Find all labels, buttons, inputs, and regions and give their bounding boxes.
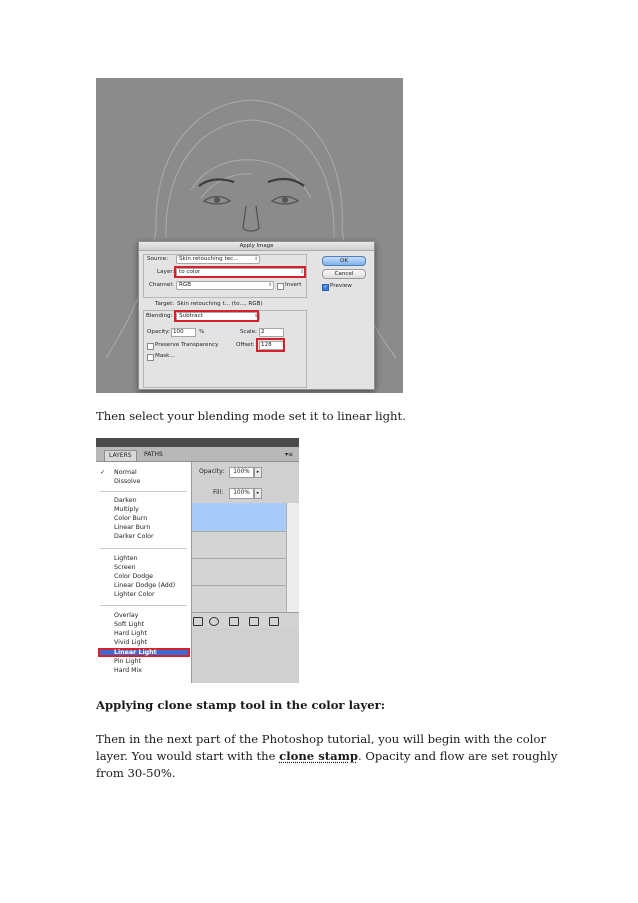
channel-select[interactable] — [176, 281, 274, 290]
tab-layers[interactable]: LAYERS — [104, 450, 137, 461]
dialog-title: Apply Image — [139, 242, 374, 251]
apply-image-dialog — [138, 241, 375, 390]
opacity-input[interactable]: 100 — [171, 328, 196, 337]
blending-label: Blending: — [146, 313, 173, 319]
target-label: Target: — [155, 301, 175, 307]
blending-value: Subtract — [179, 313, 203, 319]
menu-item-dissolve[interactable]: Dissolve — [114, 478, 141, 485]
layer-highlight — [174, 266, 306, 278]
channel-label: Channel: — [149, 282, 174, 288]
fill-stepper[interactable]: ▸ — [254, 488, 262, 499]
select-arrows-icon: ⇕ — [254, 314, 258, 319]
preserve-transparency-label: Preserve Transparency — [155, 342, 219, 348]
menu-item-color-burn[interactable]: Color Burn — [114, 515, 148, 522]
clone-stamp-link[interactable]: clone stamp — [279, 749, 358, 763]
menu-separator — [100, 491, 187, 492]
layer-row-selected[interactable] — [179, 503, 287, 532]
layer-row[interactable] — [179, 532, 287, 559]
preserve-transparency-checkbox[interactable] — [147, 343, 154, 350]
menu-item-color-dodge[interactable]: Color Dodge — [114, 573, 154, 580]
paragraph-text: layer. You would start with the — [96, 749, 280, 763]
opacity-label: Opacity: — [199, 468, 225, 475]
select-arrows-icon: ⇕ — [254, 257, 258, 262]
folder-icon[interactable] — [229, 617, 239, 626]
menu-separator — [100, 605, 187, 606]
preview-checkbox[interactable]: ✓ — [323, 284, 328, 290]
blending-highlight — [174, 310, 259, 322]
new-layer-icon[interactable] — [249, 617, 259, 626]
layers-panel-screenshot — [96, 438, 299, 683]
channel-value: RGB — [179, 282, 192, 288]
menu-item-overlay[interactable]: Overlay — [114, 612, 139, 619]
opacity-label: Opacity: — [147, 329, 170, 335]
offset-highlight — [256, 338, 285, 352]
caption-blending-mode: Then select your blending mode set it to linear light. — [96, 409, 406, 423]
menu-item-lighten[interactable]: Lighten — [114, 555, 138, 562]
invert-label: Invert — [285, 282, 302, 288]
layer-row[interactable] — [179, 559, 287, 586]
offset-label: Offset: — [236, 342, 255, 348]
layers-tab-bar — [96, 447, 299, 462]
panel-top-bar — [96, 438, 299, 447]
invert-checkbox[interactable] — [277, 283, 284, 290]
paragraph-line-2 — [96, 748, 557, 765]
adjustment-layer-icon[interactable] — [209, 617, 219, 626]
source-label: Source: — [147, 256, 169, 262]
opacity-unit: % — [199, 329, 205, 335]
cancel-button[interactable]: Cancel — [322, 269, 366, 279]
trash-icon[interactable] — [269, 617, 279, 626]
checkmark-icon: ✓ — [100, 469, 106, 476]
menu-separator — [100, 548, 187, 549]
select-arrows-icon: ⇕ — [300, 270, 304, 275]
paragraph-line-1: Then in the next part of the Photoshop tutorial, you will begin with the color — [96, 732, 546, 746]
menu-item-hard-light[interactable]: Hard Light — [114, 630, 147, 637]
menu-item-linear-burn[interactable]: Linear Burn — [114, 524, 151, 531]
menu-item-screen[interactable]: Screen — [114, 564, 136, 571]
source-value: Skin retouching tec... — [179, 256, 239, 262]
paragraph-text: . Opacity and flow are set roughly — [357, 749, 558, 763]
opacity-stepper[interactable]: ▸ — [254, 467, 262, 478]
scale-label: Scale: — [240, 329, 257, 335]
menu-item-vivid-light[interactable]: Vivid Light — [114, 639, 148, 646]
select-arrows-icon: ⇕ — [268, 283, 272, 288]
tab-paths[interactable]: PATHS — [144, 451, 163, 458]
blend-mode-menu — [96, 462, 192, 683]
preview-label: Preview — [330, 283, 352, 289]
link-layers-icon[interactable] — [193, 617, 203, 626]
layers-footer-toolbar — [179, 612, 299, 628]
menu-item-hard-mix[interactable]: Hard Mix — [114, 667, 142, 674]
fill-field[interactable]: 100% — [229, 488, 254, 499]
menu-item-darken[interactable]: Darken — [114, 497, 137, 504]
layer-label: Layer: — [157, 269, 175, 275]
menu-item-lighter-color[interactable]: Lighter Color — [114, 591, 155, 598]
menu-item-soft-light[interactable]: Soft Light — [114, 621, 145, 628]
paragraph-line-3: from 30-50%. — [96, 766, 176, 780]
target-value: Skin retouching t... (to..., RGB) — [177, 301, 263, 307]
menu-item-linear-dodge[interactable]: Linear Dodge (Add) — [114, 582, 176, 589]
fill-label: Fill: — [213, 489, 224, 496]
layer-row[interactable] — [179, 586, 287, 613]
mask-checkbox[interactable] — [147, 354, 154, 361]
menu-item-pin-light[interactable]: Pin Light — [114, 658, 142, 665]
section-heading: Applying clone stamp tool in the color layer: — [96, 698, 385, 712]
ok-button[interactable]: OK — [322, 256, 366, 266]
menu-item-normal[interactable]: Normal — [114, 469, 137, 476]
menu-item-darker-color[interactable]: Darker Color — [114, 533, 154, 540]
mask-label: Mask... — [155, 353, 175, 359]
menu-item-multiply[interactable]: Multiply — [114, 506, 139, 513]
opacity-field[interactable]: 100% — [229, 467, 254, 478]
panel-menu-icon[interactable]: ▾≡ — [284, 451, 293, 458]
source-select[interactable] — [176, 255, 260, 264]
offset-input[interactable]: 128 — [259, 341, 284, 350]
scale-input[interactable]: 2 — [259, 328, 284, 337]
menu-item-linear-light[interactable]: Linear Light — [114, 649, 157, 656]
layer-value: to color — [179, 269, 201, 275]
apply-image-screenshot — [96, 78, 403, 393]
layers-scrollbar[interactable] — [286, 503, 299, 612]
